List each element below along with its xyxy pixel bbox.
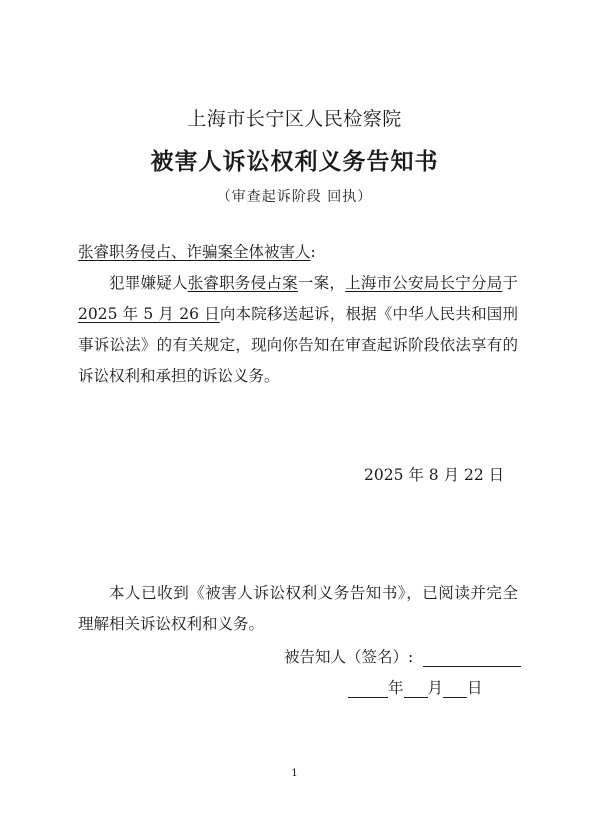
- salutation: [78, 237, 518, 268]
- month-blank[interactable]: [404, 681, 428, 698]
- signature-line: [284, 645, 521, 667]
- para-mid-2: 于: [502, 274, 518, 292]
- sign-date-line: [348, 676, 483, 698]
- salutation-colon: :: [310, 243, 316, 261]
- day-label: 日: [467, 679, 483, 697]
- signature-blank[interactable]: [423, 650, 521, 667]
- victims-addressee: 张睿职务侵占、诈骗案全体被害人: [78, 243, 311, 261]
- issue-date: 2025 年 8 月 22 日: [364, 466, 505, 484]
- signature-label: 被告知人（签名）:: [284, 648, 414, 666]
- document-title: 被害人诉讼权利义务告知书: [150, 148, 439, 175]
- year-label: 年: [388, 679, 404, 697]
- receipt-paragraph: 本人已收到《被害人诉讼权利义务告知书》，已阅读并完全理解相关诉讼权利和义务。: [78, 584, 518, 633]
- year-blank[interactable]: [348, 681, 388, 698]
- day-blank[interactable]: [443, 681, 467, 698]
- document-subtitle: （审查起诉阶段 回执）: [216, 189, 373, 205]
- case-name: 张睿职务侵占案: [187, 274, 298, 292]
- transfer-date: 2025 年 5 月 26 日: [78, 305, 220, 323]
- investigating-agency: 上海市公安局长宁分局: [345, 274, 503, 292]
- page-number: 1: [291, 768, 298, 779]
- para-mid-1: 一案，: [297, 274, 346, 292]
- month-label: 月: [427, 679, 444, 697]
- para-rest: 向本院移送起诉，根据《中华人民共和国刑事诉讼法》的有关规定，现向你告知在审查起诉阶段依法享有的诉讼权利和承担的诉讼义务。: [78, 305, 518, 385]
- para-prefix: 犯罪嫌疑人: [109, 274, 188, 292]
- notice-paragraph: [78, 268, 518, 392]
- procuratorate-name: 上海市长宁区人民检察院: [187, 108, 402, 130]
